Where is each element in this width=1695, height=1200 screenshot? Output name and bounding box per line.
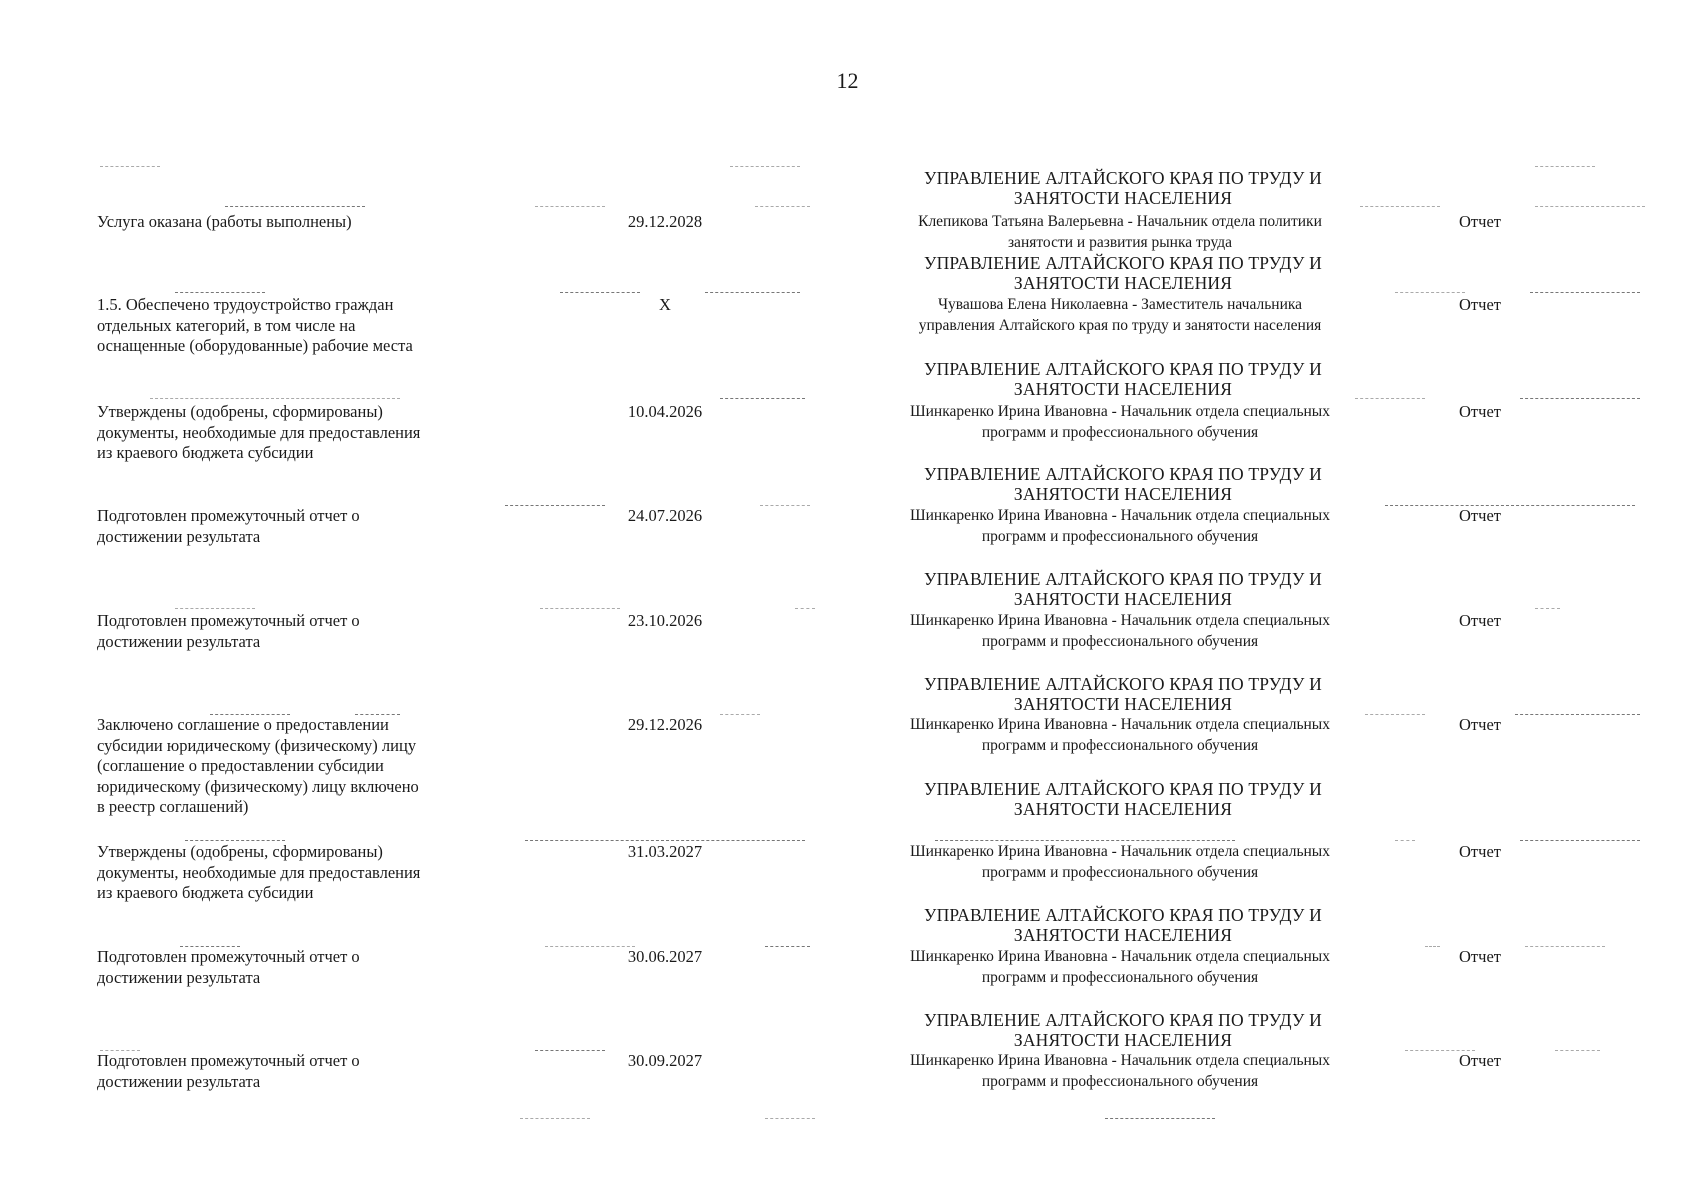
border-remnant <box>1385 505 1635 506</box>
responsible-person: Шинкаренко Ирина Ивановна - Начальник отдела специальных программ и профессионального обучения <box>910 843 1330 881</box>
row-description: Подготовлен промежуточный отчет о достижении результата <box>97 611 360 651</box>
border-remnant <box>1520 398 1640 399</box>
border-remnant <box>1535 206 1645 207</box>
border-remnant <box>1355 398 1425 399</box>
document-type: Отчет <box>1459 212 1501 231</box>
document-type: Отчет <box>1459 402 1501 421</box>
row-description: 1.5. Обеспечено трудоустройство граждан отдельных категорий, в том числе на оснащенные (оборудованные) рабочие места <box>97 295 413 355</box>
border-remnant <box>1535 166 1595 167</box>
row-date: 23.10.2026 <box>627 611 703 630</box>
border-remnant <box>720 398 805 399</box>
border-remnant <box>355 714 400 715</box>
row-date: 29.12.2026 <box>627 715 703 734</box>
border-remnant <box>100 166 160 167</box>
border-remnant <box>755 206 810 207</box>
border-remnant <box>545 946 635 947</box>
border-remnant <box>560 292 640 293</box>
row-description: Утверждены (одобрены, сформированы) документы, необходимые для предоставления из краевого бюджета субсидии <box>97 842 421 902</box>
responsible-person: Шинкаренко Ирина Ивановна - Начальник отдела специальных программ и профессионального обучения <box>910 1052 1330 1090</box>
document-type: Отчет <box>1459 842 1501 861</box>
responsible-person: Шинкаренко Ирина Ивановна - Начальник отдела специальных программ и профессионального обучения <box>910 948 1330 986</box>
border-remnant <box>505 505 605 506</box>
row-description: Подготовлен промежуточный отчет о достижении результата <box>97 506 360 546</box>
border-remnant <box>1525 946 1605 947</box>
document-type: Отчет <box>1459 295 1501 314</box>
border-remnant <box>100 1050 140 1051</box>
organization-name: УПРАВЛЕНИЕ АЛТАЙСКОГО КРАЯ ПО ТРУДУ И ЗАНЯТОСТИ НАСЕЛЕНИЯ <box>924 674 1322 714</box>
row-date: 30.06.2027 <box>627 947 703 966</box>
row-date: 24.07.2026 <box>627 506 703 525</box>
border-remnant <box>1105 1118 1215 1119</box>
border-remnant <box>535 1050 605 1051</box>
responsible-person: Чувашова Елена Николаевна - Заместитель начальника управления Алтайского края по труду и занятости населения <box>918 296 1322 334</box>
row-date: 30.09.2027 <box>627 1051 703 1070</box>
responsible-person: Клепикова Татьяна Валерьевна - Начальник отдела политики занятости и развития рынка труда <box>918 213 1322 251</box>
border-remnant <box>1360 206 1440 207</box>
border-remnant <box>705 292 800 293</box>
border-remnant <box>1555 1050 1600 1051</box>
border-remnant <box>180 946 240 947</box>
border-remnant <box>1365 714 1425 715</box>
border-remnant <box>175 292 265 293</box>
border-remnant <box>175 608 255 609</box>
organization-name: УПРАВЛЕНИЕ АЛТАЙСКОГО КРАЯ ПО ТРУДУ И ЗАНЯТОСТИ НАСЕЛЕНИЯ <box>924 779 1322 819</box>
border-remnant <box>765 946 810 947</box>
border-remnant <box>1535 608 1560 609</box>
row-date: 31.03.2027 <box>627 842 703 861</box>
border-remnant <box>730 166 800 167</box>
border-remnant <box>720 714 760 715</box>
border-remnant <box>1395 292 1465 293</box>
document-type: Отчет <box>1459 947 1501 966</box>
border-remnant <box>1520 840 1640 841</box>
border-remnant <box>225 206 365 207</box>
border-remnant <box>760 505 810 506</box>
border-remnant <box>540 608 620 609</box>
border-remnant <box>185 840 285 841</box>
row-date: X <box>659 295 671 314</box>
border-remnant <box>795 608 815 609</box>
row-date: 29.12.2028 <box>627 212 703 231</box>
organization-name: УПРАВЛЕНИЕ АЛТАЙСКОГО КРАЯ ПО ТРУДУ И ЗАНЯТОСТИ НАСЕЛЕНИЯ <box>924 359 1322 399</box>
organization-name: УПРАВЛЕНИЕ АЛТАЙСКОГО КРАЯ ПО ТРУДУ И ЗАНЯТОСТИ НАСЕЛЕНИЯ <box>924 168 1322 208</box>
border-remnant <box>1515 714 1640 715</box>
border-remnant <box>525 840 805 841</box>
organization-name: УПРАВЛЕНИЕ АЛТАЙСКОГО КРАЯ ПО ТРУДУ И ЗАНЯТОСТИ НАСЕЛЕНИЯ <box>924 253 1322 293</box>
organization-name: УПРАВЛЕНИЕ АЛТАЙСКОГО КРАЯ ПО ТРУДУ И ЗАНЯТОСТИ НАСЕЛЕНИЯ <box>924 905 1322 945</box>
document-type: Отчет <box>1459 506 1501 525</box>
border-remnant <box>1405 1050 1475 1051</box>
row-description: Подготовлен промежуточный отчет о достижении результата <box>97 1051 360 1091</box>
responsible-person: Шинкаренко Ирина Ивановна - Начальник отдела специальных программ и профессионального обучения <box>910 716 1330 754</box>
row-description: Утверждены (одобрены, сформированы) документы, необходимые для предоставления из краевого бюджета субсидии <box>97 402 421 462</box>
border-remnant <box>535 206 605 207</box>
border-remnant <box>1425 946 1440 947</box>
responsible-person: Шинкаренко Ирина Ивановна - Начальник отдела специальных программ и профессионального обучения <box>910 612 1330 650</box>
document-type: Отчет <box>1459 715 1501 734</box>
row-description: Услуга оказана (работы выполнены) <box>97 212 352 231</box>
border-remnant <box>935 840 1235 841</box>
border-remnant <box>1530 292 1640 293</box>
row-description: Подготовлен промежуточный отчет о достижении результата <box>97 947 360 987</box>
organization-name: УПРАВЛЕНИЕ АЛТАЙСКОГО КРАЯ ПО ТРУДУ И ЗАНЯТОСТИ НАСЕЛЕНИЯ <box>924 569 1322 609</box>
document-type: Отчет <box>1459 611 1501 630</box>
organization-name: УПРАВЛЕНИЕ АЛТАЙСКОГО КРАЯ ПО ТРУДУ И ЗАНЯТОСТИ НАСЕЛЕНИЯ <box>924 464 1322 504</box>
responsible-person: Шинкаренко Ирина Ивановна - Начальник отдела специальных программ и профессионального обучения <box>910 403 1330 441</box>
border-remnant <box>765 1118 815 1119</box>
responsible-person: Шинкаренко Ирина Ивановна - Начальник отдела специальных программ и профессионального обучения <box>910 507 1330 545</box>
row-date: 10.04.2026 <box>627 402 703 421</box>
page-number: 12 <box>836 68 859 93</box>
border-remnant <box>210 714 290 715</box>
organization-name: УПРАВЛЕНИЕ АЛТАЙСКОГО КРАЯ ПО ТРУДУ И ЗАНЯТОСТИ НАСЕЛЕНИЯ <box>924 1010 1322 1050</box>
document-type: Отчет <box>1459 1051 1501 1070</box>
border-remnant <box>150 398 400 399</box>
border-remnant <box>520 1118 590 1119</box>
border-remnant <box>1395 840 1415 841</box>
row-description: Заключено соглашение о предоставлении субсидии юридическому (физическому) лицу (соглашение о предоставлении субсидии юридическому (физическому) лицу включено в реестр соглашений) <box>97 715 419 816</box>
